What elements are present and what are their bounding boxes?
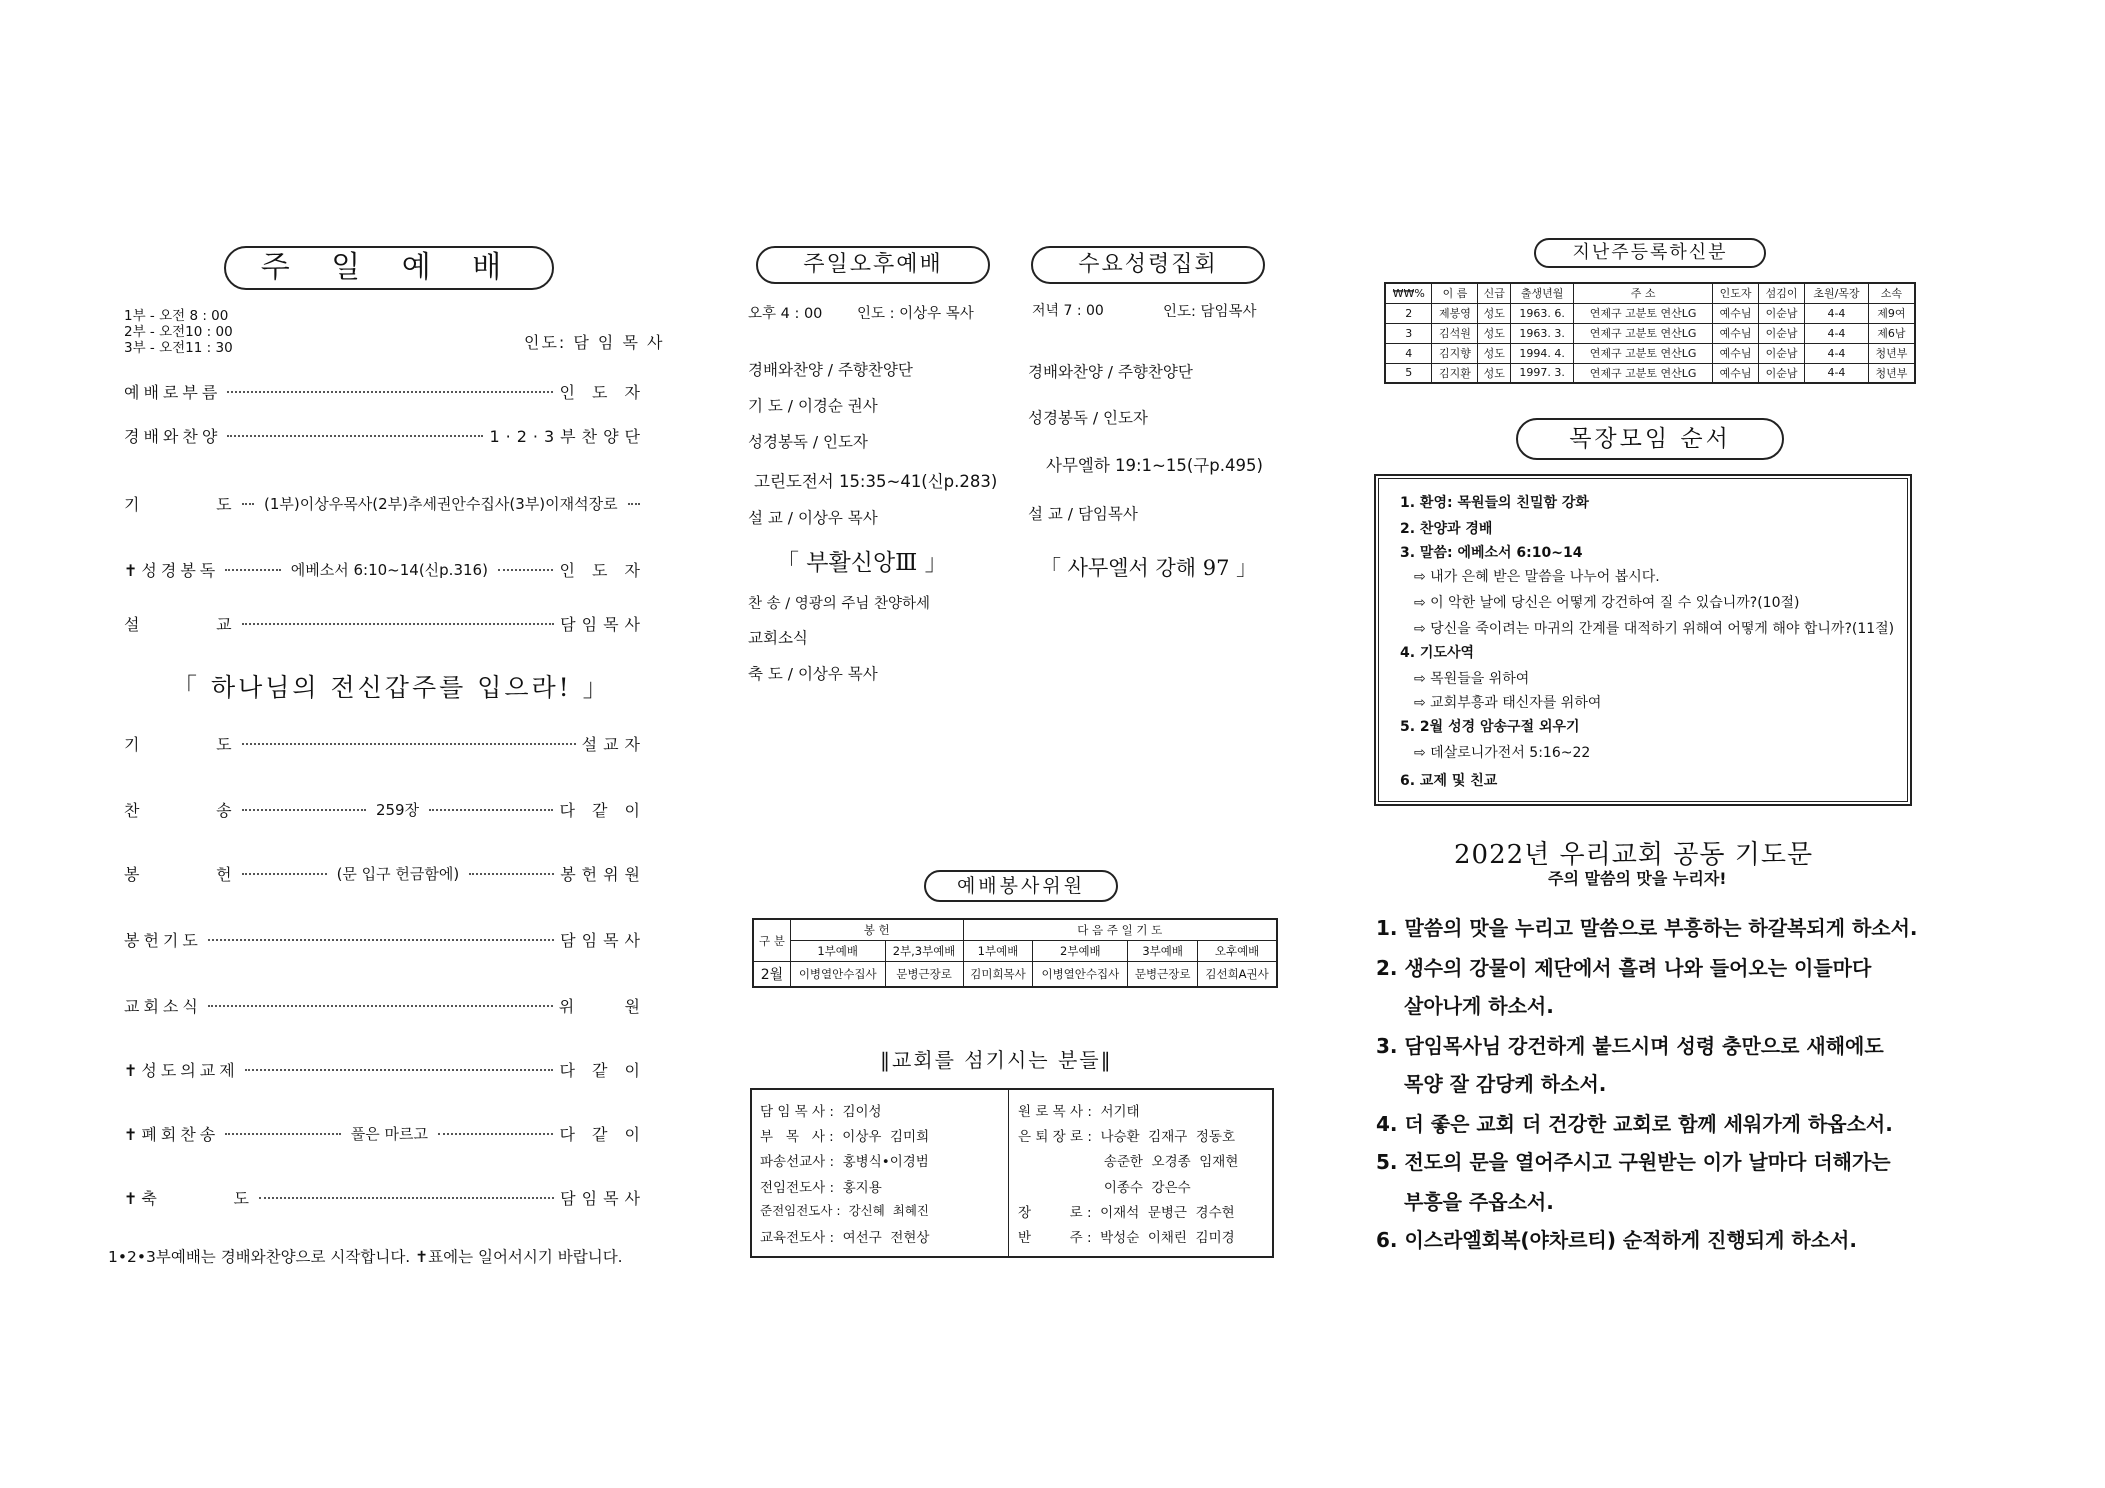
committee-subheader: 1부예배 bbox=[790, 941, 885, 962]
staff-left-4: 전임전도사 : 홍지용 bbox=[760, 1180, 882, 1196]
staff-right-5: 장 로 : 이재석 문병근 경수현 bbox=[1018, 1205, 1235, 1221]
newcomers-cell: 4-4 bbox=[1805, 363, 1869, 383]
newcomers-cell: 청년부 bbox=[1868, 363, 1915, 383]
newcomers-cell: 5 bbox=[1385, 363, 1432, 383]
newcomers-cell: 제6남 bbox=[1868, 323, 1915, 343]
newcomers-cell: 연제구 고분토 연산LG bbox=[1574, 363, 1713, 383]
newcomers-cell: 예수님 bbox=[1713, 343, 1759, 363]
order-detail: 풀은 마르고 bbox=[347, 1123, 432, 1144]
sunday-order-row bbox=[124, 1186, 646, 1209]
sunday-order-row bbox=[124, 612, 646, 635]
order-label: 봉헌기도 bbox=[124, 931, 202, 950]
dotted-leader bbox=[498, 569, 554, 571]
order-responsible: 다 같 이 bbox=[559, 801, 646, 820]
sunday-order-row bbox=[124, 798, 646, 821]
order-label: 기 도 bbox=[124, 495, 236, 514]
staff-right-6: 반 주 : 박성순 이채린 김미경 bbox=[1018, 1230, 1235, 1246]
table-row bbox=[1385, 363, 1915, 383]
sunday-order-row bbox=[124, 732, 646, 755]
mokjang-item: 4. 기도사역 bbox=[1400, 645, 1475, 661]
order-label: 기 도 bbox=[124, 735, 236, 754]
wednesday-scripture: 사무엘하 19:1~15(구p.495) bbox=[1046, 456, 1263, 475]
mokjang-item: 2. 찬양과 경배 bbox=[1400, 521, 1493, 537]
newcomers-cell: 이 름 bbox=[1432, 283, 1478, 303]
prayer-line: 3. 담임목사님 강건하게 붙드시며 성령 충만으로 새해에도 bbox=[1376, 1034, 1884, 1058]
newcomers-cell: 이순남 bbox=[1759, 363, 1805, 383]
committee-subheader: 오후예배 bbox=[1198, 941, 1277, 962]
sunday-order-row bbox=[124, 558, 646, 581]
order-label: 예배로부름 bbox=[124, 383, 222, 402]
sunday-order-row bbox=[124, 424, 646, 447]
committee-subheader: 2부,3부예배 bbox=[885, 941, 963, 962]
order-detail: 259장 bbox=[372, 799, 423, 820]
prayer-line: 6. 이스라엘회복(야차르티) 순적하게 진행되게 하소서. bbox=[1376, 1228, 1857, 1252]
staff-left-3: 파송선교사 : 홍병식•이경범 bbox=[760, 1154, 929, 1170]
dotted-leader bbox=[227, 435, 483, 437]
afternoon-line-5: 설 교 / 이상우 목사 bbox=[748, 509, 878, 527]
sunday-order-row bbox=[124, 492, 646, 515]
dotted-leader bbox=[242, 623, 555, 625]
service-time-2: 2부 - 오전10 : 00 bbox=[124, 324, 233, 340]
order-responsible: 담임목사 bbox=[560, 615, 646, 634]
afternoon-line-2: 기 도 / 이경순 권사 bbox=[748, 397, 878, 415]
prayer-line: 살아나게 하소서. bbox=[1404, 994, 1554, 1018]
order-detail: (1부)이상우목사(2부)추세권안수집사(3부)이재석장로 bbox=[260, 493, 622, 514]
order-label: 설 교 bbox=[124, 615, 236, 634]
prayer-line: 2. 생수의 강물이 제단에서 흘려 나와 들어오는 이들마다 bbox=[1376, 956, 1872, 980]
newcomers-cell: 김지향 bbox=[1432, 343, 1478, 363]
afternoon-service-title: 주일오후예배 bbox=[756, 246, 990, 284]
sunday-order-row bbox=[124, 380, 646, 403]
service-committee-title: 예배봉사위원 bbox=[924, 870, 1118, 902]
service-times bbox=[124, 308, 233, 356]
service-time-3: 3부 - 오전11 : 30 bbox=[124, 340, 233, 356]
wednesday-line-1: 경배와찬양 / 주향찬양단 bbox=[1028, 363, 1193, 381]
newcomers-cell: 주 소 bbox=[1574, 283, 1713, 303]
dotted-leader bbox=[227, 391, 553, 393]
order-label: 찬 송 bbox=[124, 801, 236, 820]
afternoon-scripture: 고린도전서 15:35~41(신p.283) bbox=[754, 472, 998, 491]
prayer-line: 5. 전도의 문을 열어주시고 구원받는 이가 날마다 더해가는 bbox=[1376, 1150, 1891, 1174]
service-committee-table bbox=[752, 918, 1278, 988]
table-row bbox=[1385, 323, 1915, 343]
order-responsible: 봉헌위원 bbox=[560, 865, 647, 884]
order-label: 경배와찬양 bbox=[124, 427, 222, 446]
mokjang-item: 5. 2월 성경 암송구절 외우기 bbox=[1400, 719, 1580, 735]
newcomers-cell: 예수님 bbox=[1713, 323, 1759, 343]
committee-subheader: 1부예배 bbox=[963, 941, 1033, 962]
newcomers-cell: 연제구 고분토 연산LG bbox=[1574, 343, 1713, 363]
dotted-leader bbox=[245, 1069, 554, 1071]
newcomers-cell: 제9여 bbox=[1868, 303, 1915, 323]
newcomers-cell: 성도 bbox=[1478, 363, 1511, 383]
newcomers-cell: 4 bbox=[1385, 343, 1432, 363]
prayer-line: 부흥을 주옵소서. bbox=[1404, 1190, 1554, 1214]
newcomers-cell: 청년부 bbox=[1868, 343, 1915, 363]
afternoon-line-3: 성경봉독 / 인도자 bbox=[748, 433, 868, 451]
committee-name: 이병열안수집사 bbox=[790, 962, 885, 988]
newcomers-title: 지난주등록하신분 bbox=[1534, 238, 1766, 268]
afternoon-time: 오후 4 : 00 bbox=[748, 306, 823, 322]
dotted-leader bbox=[208, 939, 554, 941]
newcomers-cell: 소속 bbox=[1868, 283, 1915, 303]
committee-subheader: 2부예배 bbox=[1033, 941, 1128, 962]
newcomers-cell: 4-4 bbox=[1805, 323, 1869, 343]
newcomers-cell: 2 bbox=[1385, 303, 1432, 323]
mokjang-item: ⇨ 당신을 죽이려는 마귀의 간계를 대적하기 위해여 어떻게 해야 합니까?(11절) bbox=[1414, 621, 1895, 637]
wednesday-line-4: 설 교 / 담임목사 bbox=[1028, 505, 1138, 523]
newcomers-cell: ₩₩% bbox=[1385, 283, 1432, 303]
order-responsible: 위 원 bbox=[558, 997, 646, 1016]
newcomers-cell: 4-4 bbox=[1805, 343, 1869, 363]
mokjang-item: ⇨ 데살로니가전서 5:16~22 bbox=[1414, 745, 1591, 761]
afternoon-line-6: 찬 송 / 영광의 주님 찬양하세 bbox=[748, 596, 931, 612]
newcomers-cell: 1994. 4. bbox=[1511, 343, 1574, 363]
newcomers-cell: 신급 bbox=[1478, 283, 1511, 303]
wednesday-sermon: 「 사무엘서 강해 97 」 bbox=[1040, 556, 1258, 580]
committee-name: 김선희A권사 bbox=[1198, 962, 1277, 988]
afternoon-sermon: 「 부활신앙Ⅲ 」 bbox=[776, 550, 948, 576]
prayer-title: 2022년 우리교회 공동 기도문 bbox=[1454, 840, 1814, 870]
newcomers-cell: 성도 bbox=[1478, 303, 1511, 323]
newcomers-cell: 출생년월 bbox=[1511, 283, 1574, 303]
wednesday-time: 저녁 7 : 00 bbox=[1032, 303, 1104, 319]
wednesday-leader: 인도: 담임목사 bbox=[1163, 304, 1257, 320]
staff-left-2: 부 목 사 : 이상우 김미희 bbox=[760, 1129, 930, 1145]
committee-month: 2월 bbox=[753, 962, 790, 988]
afternoon-line-8: 축 도 / 이상우 목사 bbox=[748, 665, 878, 683]
staff-right-4: 이종수 강은수 bbox=[1018, 1180, 1191, 1196]
newcomers-cell: 성도 bbox=[1478, 323, 1511, 343]
newcomers-cell: 3 bbox=[1385, 323, 1432, 343]
newcomers-cell: 성도 bbox=[1478, 343, 1511, 363]
staff-right-1: 원 로 목 사 : 서기태 bbox=[1018, 1104, 1140, 1120]
staff-left-6: 교육전도사 : 여선구 전현상 bbox=[760, 1230, 930, 1246]
wednesday-line-2: 성경봉독 / 인도자 bbox=[1028, 409, 1148, 427]
order-responsible: 설교자 bbox=[581, 735, 646, 754]
sunday-order-row bbox=[124, 994, 646, 1017]
sunday-service-title: 주 일 예 배 bbox=[224, 246, 554, 290]
afternoon-line-7: 교회소식 bbox=[748, 629, 808, 647]
newcomers-cell: 연제구 고분토 연산LG bbox=[1574, 303, 1713, 323]
afternoon-line-1: 경배와찬양 / 주향찬양단 bbox=[748, 361, 913, 379]
order-detail: (문 입구 헌금함에) bbox=[333, 863, 464, 884]
newcomers-cell: 1963. 3. bbox=[1511, 323, 1574, 343]
order-detail: 에베소서 6:10~14(신p.316) bbox=[287, 559, 492, 580]
dotted-leader bbox=[259, 1197, 554, 1199]
dotted-leader bbox=[242, 873, 327, 875]
order-label: ✝성도의교제 bbox=[124, 1061, 239, 1080]
committee-header-prayer: 다 음 주 일 기 도 bbox=[963, 919, 1277, 941]
newcomers-cell: 1997. 3. bbox=[1511, 363, 1574, 383]
sunday-leader: 인도: 담 임 목 사 bbox=[524, 333, 665, 352]
staff-title: ‖교회를 섬기시는 분들‖ bbox=[880, 1048, 1113, 1072]
prayer-subtitle: 주의 말씀의 맛을 누리자! bbox=[1548, 869, 1727, 888]
newcomers-cell: 예수님 bbox=[1713, 303, 1759, 323]
newcomers-cell: 김지환 bbox=[1432, 363, 1478, 383]
dotted-leader bbox=[469, 873, 554, 875]
dotted-leader bbox=[225, 569, 281, 571]
mokjang-title: 목장모임 순서 bbox=[1516, 418, 1784, 460]
order-responsible: 담임목사 bbox=[560, 1189, 646, 1208]
mokjang-item: 3. 말씀: 에베소서 6:10~14 bbox=[1400, 545, 1583, 561]
order-label: 교회소식 bbox=[124, 997, 202, 1016]
order-responsible: 다 같 이 bbox=[559, 1061, 646, 1080]
table-row bbox=[1385, 343, 1915, 363]
newcomers-cell: 김석원 bbox=[1432, 323, 1478, 343]
order-responsible: 1·2·3부찬양단 bbox=[489, 427, 646, 446]
order-responsible: 인 도 자 bbox=[559, 383, 646, 402]
staff-right-2: 은 퇴 장 로 : 나승환 김재구 정동호 bbox=[1018, 1129, 1235, 1145]
sunday-order-row bbox=[124, 1122, 646, 1145]
order-label: ✝축 도 bbox=[124, 1189, 254, 1208]
committee-name: 이병열안수집사 bbox=[1033, 962, 1128, 988]
staff-left-1: 담 임 목 사 : 김이성 bbox=[760, 1104, 882, 1120]
newcomers-cell: 이순남 bbox=[1759, 343, 1805, 363]
staff-left-5: 준전임전도사 : 강신혜 최혜진 bbox=[760, 1203, 929, 1218]
order-label: 봉 헌 bbox=[124, 865, 236, 884]
sunday-footnote: 1•2•3부예배는 경배와찬양으로 시작합니다. ✝표에는 일어서시기 바랍니다. bbox=[108, 1248, 623, 1266]
mokjang-item: ⇨ 목원들을 위하여 bbox=[1414, 671, 1530, 687]
prayer-line: 목양 잘 감당케 하소서. bbox=[1404, 1072, 1607, 1096]
wednesday-service-title: 수요성령집회 bbox=[1031, 246, 1265, 284]
mokjang-item: ⇨ 교회부흥과 태신자를 위하여 bbox=[1414, 695, 1602, 711]
dotted-leader bbox=[242, 809, 366, 811]
newcomers-cell: 인도자 bbox=[1713, 283, 1759, 303]
committee-name: 문병근장로 bbox=[1128, 962, 1198, 988]
prayer-line: 4. 더 좋은 교회 더 건강한 교회로 함께 세워가게 하옵소서. bbox=[1376, 1112, 1893, 1136]
dotted-leader bbox=[225, 1133, 341, 1135]
mokjang-item: 6. 교제 및 친교 bbox=[1400, 773, 1498, 789]
committee-name: 김미희목사 bbox=[963, 962, 1033, 988]
newcomers-cell: 1963. 6. bbox=[1511, 303, 1574, 323]
afternoon-leader: 인도 : 이상우 목사 bbox=[857, 306, 974, 322]
newcomers-table bbox=[1384, 282, 1916, 384]
order-responsible: 인 도 자 bbox=[559, 561, 646, 580]
order-responsible: 담임목사 bbox=[560, 931, 646, 950]
dotted-leader bbox=[438, 1133, 554, 1135]
newcomers-cell: 4-4 bbox=[1805, 303, 1869, 323]
order-label: ✝성경봉독 bbox=[124, 561, 220, 580]
committee-name: 문병근장로 bbox=[885, 962, 963, 988]
dotted-leader bbox=[242, 503, 254, 505]
sunday-order-row bbox=[124, 1058, 646, 1081]
newcomers-cell: 연제구 고분토 연산LG bbox=[1574, 323, 1713, 343]
committee-header-category: 구 분 bbox=[753, 919, 790, 962]
newcomers-header-row bbox=[1385, 283, 1915, 303]
newcomers-cell: 예수님 bbox=[1713, 363, 1759, 383]
staff-divider bbox=[1008, 1090, 1009, 1256]
mokjang-item: 1. 환영: 목원들의 친밀함 강화 bbox=[1400, 495, 1589, 511]
dotted-leader bbox=[429, 809, 553, 811]
dotted-leader bbox=[208, 1005, 553, 1007]
mokjang-item: ⇨ 내가 은혜 받은 말씀을 나누어 봅시다. bbox=[1414, 569, 1660, 585]
dotted-leader bbox=[628, 503, 640, 505]
newcomers-cell: 제봉영 bbox=[1432, 303, 1478, 323]
sunday-order-row bbox=[124, 862, 646, 885]
dotted-leader bbox=[242, 743, 576, 745]
service-time-1: 1부 - 오전 8 : 00 bbox=[124, 308, 229, 324]
newcomers-cell: 섬김이 bbox=[1759, 283, 1805, 303]
sunday-sermon-title: 「 하나님의 전신갑주를 입으라! 」 bbox=[172, 673, 611, 702]
staff-right-3: 송준한 오경종 임재현 bbox=[1018, 1154, 1239, 1170]
order-responsible: 다 같 이 bbox=[559, 1125, 646, 1144]
order-label: ✝폐회찬송 bbox=[124, 1125, 220, 1144]
prayer-line: 1. 말씀의 맛을 누리고 말씀으로 부흥하는 하갈복되게 하소서. bbox=[1376, 916, 1918, 940]
sunday-order-row bbox=[124, 928, 646, 951]
committee-header-offering: 봉 헌 bbox=[790, 919, 963, 941]
mokjang-item: ⇨ 이 악한 날에 당신은 어떻게 강건하여 질 수 있습니까?(10절) bbox=[1414, 595, 1800, 611]
newcomers-cell: 이순남 bbox=[1759, 323, 1805, 343]
committee-subheader: 3부예배 bbox=[1128, 941, 1198, 962]
table-row bbox=[1385, 303, 1915, 323]
newcomers-cell: 이순남 bbox=[1759, 303, 1805, 323]
newcomers-cell: 초원/목장 bbox=[1805, 283, 1869, 303]
